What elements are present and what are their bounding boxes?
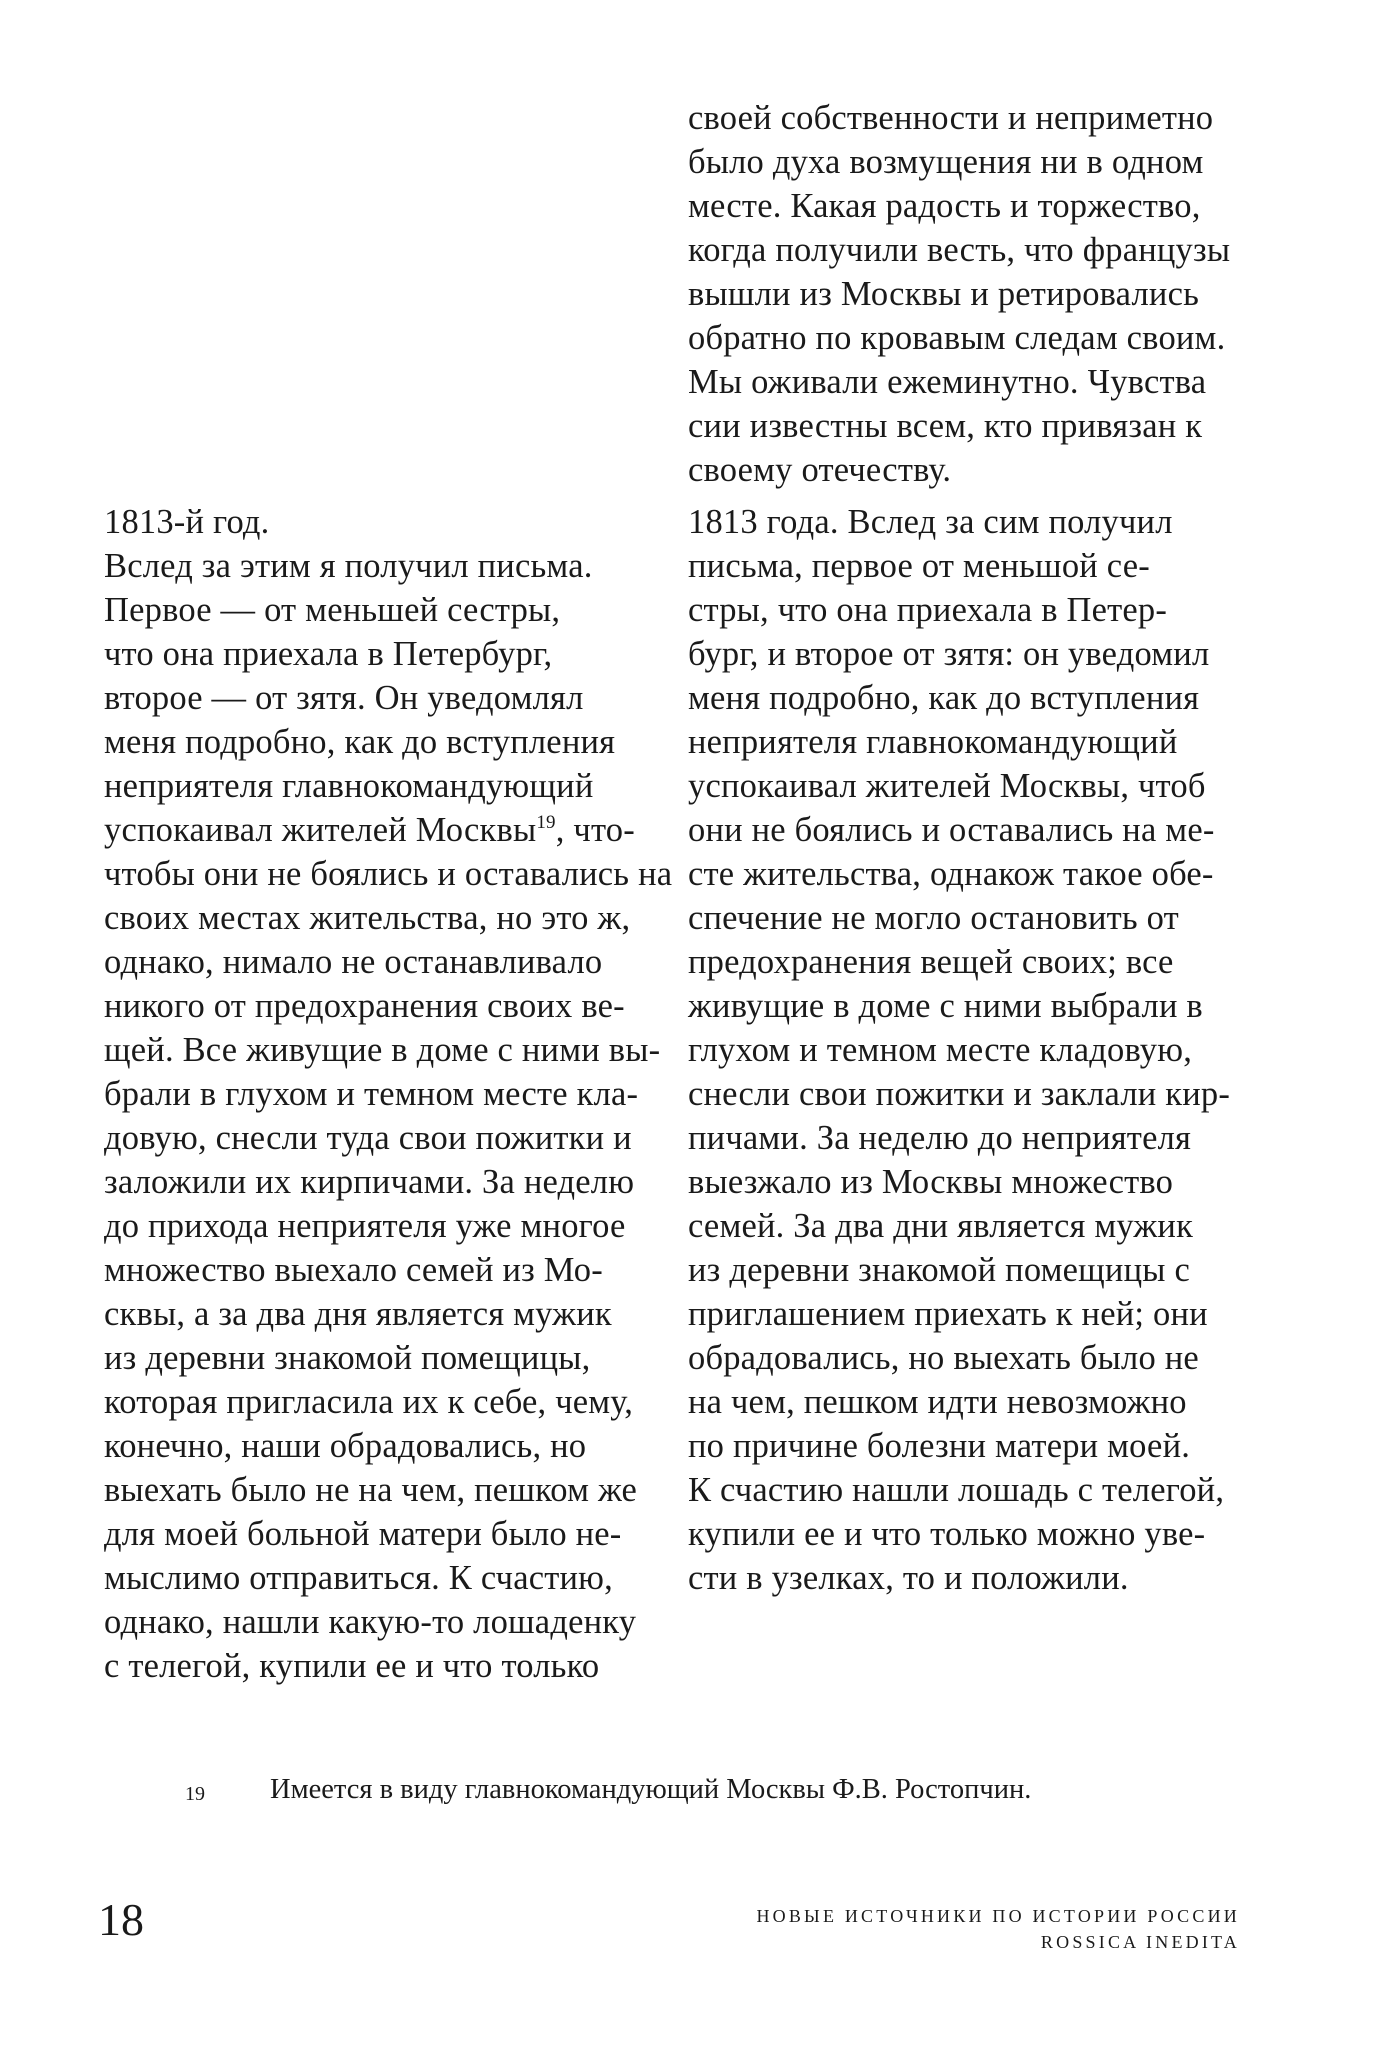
text-line: своих местах жительства, но это ж, bbox=[104, 899, 631, 937]
text-line: приглашением приехать к ней; они bbox=[688, 1295, 1208, 1333]
text-line: заложили их кирпичами. За неделю bbox=[104, 1163, 635, 1201]
text-line: чтобы они не боялись и оставались на bbox=[104, 855, 673, 893]
text-line: семей. За два дни является мужик bbox=[688, 1207, 1194, 1245]
text-line: Вслед за этим я получил письма. bbox=[104, 547, 593, 585]
text-line: стры, что она приехала в Петер- bbox=[688, 591, 1168, 629]
text-line: конечно, наши обрадовались, но bbox=[104, 1427, 587, 1465]
text-line: пичами. За неделю до неприятеля bbox=[688, 1119, 1192, 1157]
text-line: меня подробно, как до вступления bbox=[104, 723, 616, 761]
text-line: сии известны всем, кто привязан к bbox=[688, 407, 1203, 445]
text-line: брали в глухом и темном месте кла- bbox=[104, 1075, 639, 1113]
text-line: довую, снесли туда свои пожитки и bbox=[104, 1119, 632, 1157]
text-line: вышли из Москвы и ретировались bbox=[688, 275, 1200, 313]
text-line: месте. Какая радость и торжество, bbox=[688, 187, 1201, 225]
text-segment: успокаивал жителей Москвы bbox=[104, 811, 537, 849]
text-line: когда получили весть, что французы bbox=[688, 231, 1231, 269]
text-line: множество выехало семей из Мо- bbox=[104, 1251, 603, 1289]
text-line: сти в узелках, то и положили. bbox=[688, 1559, 1129, 1597]
text-line: глухом и темном месте кладовую, bbox=[688, 1031, 1193, 1069]
text-line: они не боялись и оставались на ме- bbox=[688, 811, 1215, 849]
text-line: бург, и второе от зятя: он уведомил bbox=[688, 635, 1210, 673]
text-line: выезжало из Москвы множество bbox=[688, 1163, 1174, 1201]
text-line: своему отечеству. bbox=[688, 451, 952, 489]
text-line: неприятеля главнокомандующий bbox=[688, 723, 1178, 761]
text-line: что она приехала в Петербург, bbox=[104, 635, 553, 673]
text-line: второе — от зятя. Он уведомлял bbox=[104, 679, 584, 717]
text-line: меня подробно, как до вступления bbox=[688, 679, 1200, 717]
text-line: обрадовались, но выехать было не bbox=[688, 1339, 1199, 1377]
text-line: выехать было не на чем, пешком же bbox=[104, 1471, 638, 1509]
text-line-with-footnote bbox=[104, 808, 635, 852]
text-line: успокаивал жителей Москвы, чтоб bbox=[688, 767, 1206, 805]
text-line: сквы, а за два дня является мужик bbox=[104, 1295, 612, 1333]
text-line: снесли свои пожитки и заклали кир- bbox=[688, 1075, 1231, 1113]
text-line: К счастию нашли лошадь с телегой, bbox=[688, 1471, 1225, 1509]
text-line: для моей больной матери было не- bbox=[104, 1515, 622, 1553]
text-line: до прихода неприятеля уже многое bbox=[104, 1207, 626, 1245]
text-line: своей собственности и неприметно bbox=[688, 99, 1214, 137]
text-line: письма, первое от меньшой се- bbox=[688, 547, 1150, 585]
text-line: на чем, пешком идти невозможно bbox=[688, 1383, 1187, 1421]
text-line: однако, нимало не останавливало bbox=[104, 943, 603, 981]
text-line: Первое — от меньшей сестры, bbox=[104, 591, 561, 629]
text-segment: , что- bbox=[555, 811, 635, 849]
text-line: живущие в доме с ними выбрали в bbox=[688, 987, 1203, 1025]
footnote-number: 19 bbox=[185, 1783, 205, 1805]
series-subtitle: ROSSICA INEDITA bbox=[1040, 1932, 1240, 1952]
page-number: 18 bbox=[98, 1894, 144, 1945]
text-line: мыслимо отправиться. К счастию, bbox=[104, 1559, 613, 1597]
text-line: из деревни знакомой помещицы с bbox=[688, 1251, 1190, 1289]
text-line: которая пригласила их к себе, чему, bbox=[104, 1383, 634, 1421]
text-line: никого от предохранения своих ве- bbox=[104, 987, 625, 1025]
series-title: НОВЫЕ ИСТОЧНИКИ ПО ИСТОРИИ РОССИИ bbox=[756, 1906, 1240, 1926]
text-line: неприятеля главнокомандующий bbox=[104, 767, 594, 805]
text-line: по причине болезни матери моей. bbox=[688, 1427, 1191, 1465]
text-line: сте жительства, однакож такое обе- bbox=[688, 855, 1214, 893]
text-line: предохранения вещей своих; все bbox=[688, 943, 1174, 981]
text-line: было духа возмущения ни в одном bbox=[688, 143, 1204, 181]
text-line: 1813-й год. bbox=[104, 503, 270, 541]
text-line: с телегой, купили ее и что только bbox=[104, 1647, 600, 1685]
text-line: обратно по кровавым следам своим. bbox=[688, 319, 1226, 357]
footnote-text: Имеется в виду главнокомандующий Москвы Ф.В. Ростопчин. bbox=[270, 1774, 1032, 1805]
text-line: из деревни знакомой помещицы, bbox=[104, 1339, 591, 1377]
text-line: щей. Все живущие в доме с ними вы- bbox=[104, 1031, 661, 1069]
text-line: купили ее и что только можно уве- bbox=[688, 1515, 1206, 1553]
text-line: однако, нашли какую-то лошаденку bbox=[104, 1603, 637, 1641]
text-line: 1813 года. Вслед за сим получил bbox=[688, 503, 1173, 541]
footnote-reference: 19 bbox=[536, 812, 556, 833]
text-line: Мы оживали ежеминутно. Чувства bbox=[688, 363, 1207, 401]
text-line: спечение не могло остановить от bbox=[688, 899, 1179, 937]
